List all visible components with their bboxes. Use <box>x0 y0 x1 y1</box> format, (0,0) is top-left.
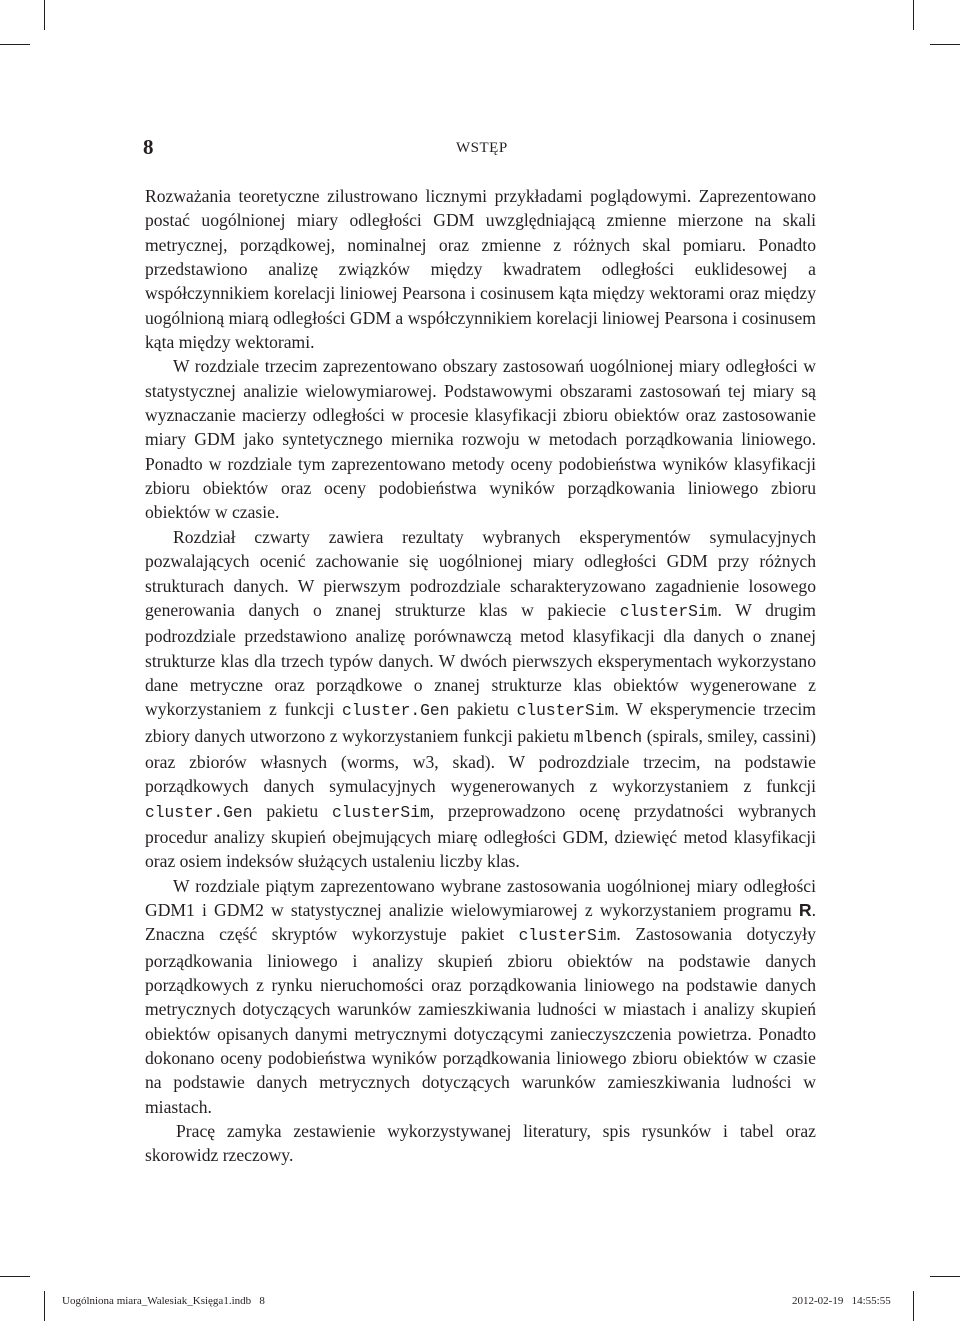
text-run: . Zastosowania dotyczyły porządkowania liniowego i analizy skupień zbioru obiektów na podstawie danych porządkowych z rynku nieruchomości oraz porządkowania liniowego na podstawie danych metrycznych dotyczących warunków zamieszkiwania ludności w miastach i analizy skupień obiektów opisanych danymi metrycznymi dotyczącymi zanieczyszczenia powietrza. Ponadto dokonano oceny podobieństwa wyników porządkowania liniowego zbioru obiektów w czasie na podstawie danych metrycznych dotyczących warunków zamieszkiwania ludności w miastach. <box>145 924 816 1117</box>
code-term: cluster.Gen <box>341 701 450 721</box>
text-run: , przeprowadzono ocenę przydatności wybranych procedur analizy skupień obejmujących miarę odległości GDM, dziewięć metod klasyfikacji oraz osiem indeksów służących ustaleniu liczby klas. <box>145 800 816 872</box>
crop-mark <box>44 1291 45 1321</box>
running-head: WSTĘP <box>456 140 508 156</box>
paragraph <box>145 874 816 1119</box>
text-run: pakietu <box>252 800 333 821</box>
text-run: W rozdziale trzecim zaprezentowano obszary zastosowań uogólnionej miary odległości w statystycznej analizie wielowymiarowej. Podstawowymi obszarami zastosowań tej miary są wyznaczanie macierzy odległości w procesie klasyfikacji zbioru obiektów oraz zastosowanie miary GDM jako syntetycznego miernika rozwoju w metodach porządkowania liniowego. Ponadto w rozdziale tym zaprezentowano metody oceny podobieństwa wyników klasyfikacji zbioru obiektów oraz oceny podobieństwa wyników porządkowania liniowego zbioru obiektów w czasie. <box>145 356 816 523</box>
crop-mark <box>913 0 914 30</box>
text-run: pakietu <box>449 699 517 720</box>
code-term: clusterSim <box>332 802 430 822</box>
paragraph <box>145 1119 816 1168</box>
code-term: clusterSim <box>516 701 615 721</box>
page-number: 8 <box>143 135 154 159</box>
crop-mark <box>930 44 960 45</box>
paragraph <box>145 525 816 874</box>
crop-mark <box>44 0 45 30</box>
text-run: Rozważania teoretyczne zilustrowano licznymi przykładami poglądowymi. Zaprezentowano postać uogólnionej miary odległości GDM uwzględniającą zmienne mierzone na skali metrycznej, porządkowej, nominalnej oraz zmienne z różnych skal pomiaru. Ponadto przedstawiono analizę związków między kwadratem odległości euklidesowej a współczynnikiem korelacji liniowej Pearsona i cosinusem kąta między wektorami oraz między uogólnioną miarą odległości GDM a współczynnikiem korelacji liniowej Pearsona i cosinusem kąta między wektorami. <box>145 186 816 353</box>
footer-timestamp: 2012-02-19 14:55:55 <box>792 1295 891 1307</box>
code-term: cluster.Gen <box>145 802 253 822</box>
text-run: . W drugim podrozdziale przedstawiono analizę porównawczą metod klasyfikacji dla danych o znanej strukturze klas dla trzech typów danych. W dwóch pierwszych eksperymentach wykorzystano dane metryczne oraz porządkowe o znanej strukturze klas obiektów wygenerowane z wykorzystaniem z funkcji <box>145 599 816 720</box>
code-term: clusterSim <box>518 926 617 946</box>
code-term: mlbench <box>573 727 643 747</box>
text-run: . W eksperymencie trzecim zbiory danych utworzono z wykorzystaniem funkcji pakietu <box>145 699 816 746</box>
paragraph <box>145 184 816 354</box>
text-run: . Znaczna część skryptów wykorzystuje pakiet <box>145 899 816 945</box>
text-run: (spirals, smiley, cassini) oraz zbiorów własnych (worms, w3, skad). W podrozdziale trzecim, na podstawie porządkowych danych symulacyjnych wygenerowanych z wykorzystaniem z funkcji <box>145 725 816 797</box>
body-text <box>145 184 816 1168</box>
text-run: Rozdział czwarty zawiera rezultaty wybranych eksperymentów symulacyjnych pozwalających ocenić zachowanie się uogólnionej miary odległości GDM przy różnych strukturach danych. W pierwszym podrozdziale scharakteryzowano zagadnienie losowego generowania danych o znanej strukturze klas w pakiecie <box>145 526 816 620</box>
text-run: W rozdziale piątym zaprezentowano wybrane zastosowania uogólnionej miary odległości GDM1 i GDM2 w statystycznej analizie wielowymiarowej z wykorzystaniem programu <box>145 875 816 920</box>
crop-mark <box>930 1276 960 1277</box>
footer-filename: Uogólniona miara_Walesiak_Księga1.indb 8 <box>62 1295 265 1307</box>
text-run: Pracę zamyka zestawienie wykorzystywanej literatury, spis rysunków i tabel oraz skorowidz rzeczowy. <box>145 1121 816 1166</box>
crop-mark <box>913 1291 914 1321</box>
crop-mark <box>0 1276 30 1277</box>
paragraph <box>145 354 816 524</box>
crop-mark <box>0 44 30 45</box>
code-term: clusterSim <box>619 601 718 621</box>
r-program-name: R <box>798 899 812 920</box>
